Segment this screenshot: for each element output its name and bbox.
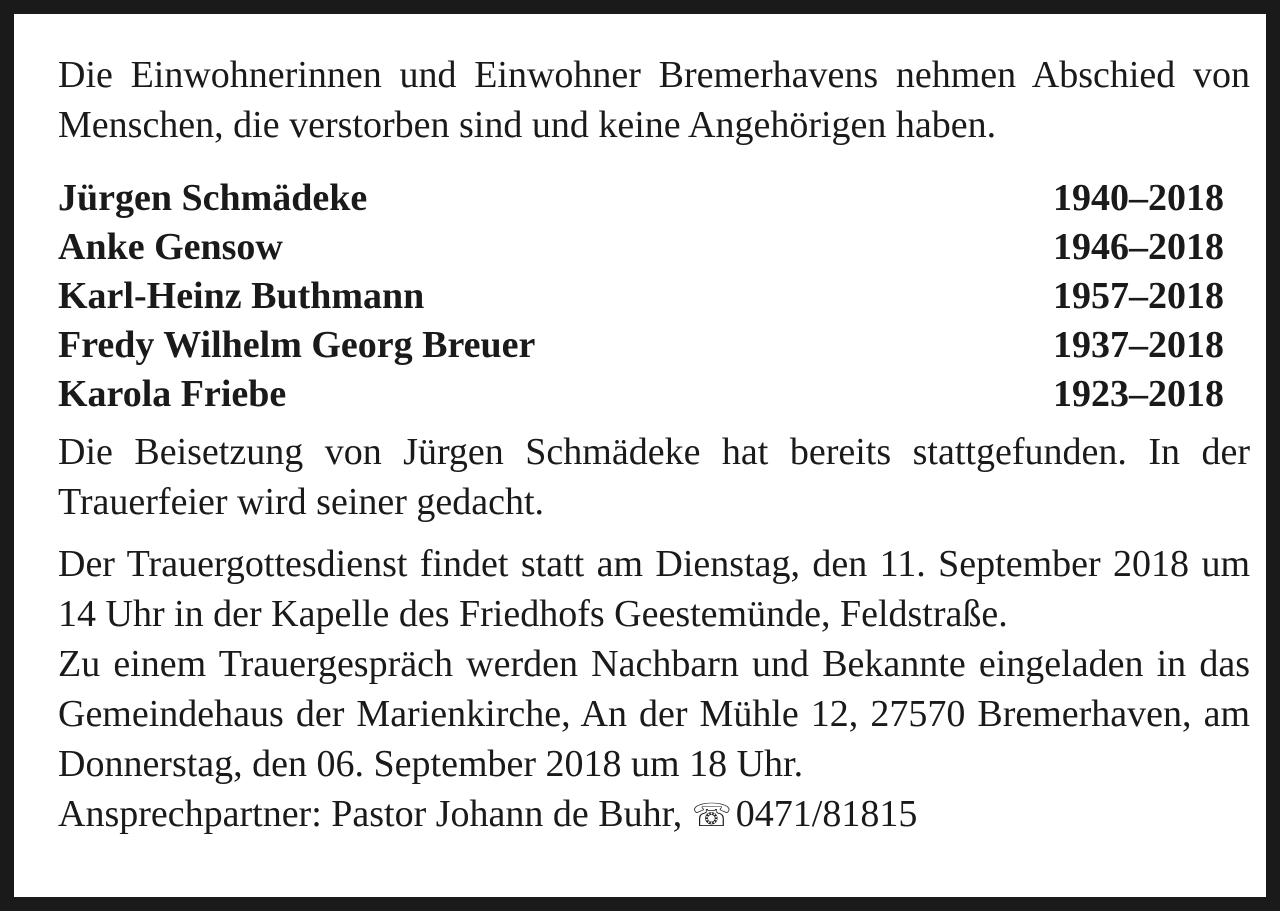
- notice-content: [58, 50, 1250, 839]
- deceased-row: [58, 370, 1224, 419]
- contact-prefix: Ansprechpartner: Pastor Johann de Buhr,: [58, 793, 683, 835]
- deceased-years: 1946–2018: [1053, 226, 1224, 268]
- deceased-years: 1923–2018: [1053, 373, 1224, 415]
- deceased-name: Anke Gensow: [58, 226, 283, 268]
- burial-note: Die Beisetzung von Jürgen Schmädeke hat bereits stattgefunden. In der Trauerfeier wird seiner gedacht.: [58, 431, 1250, 523]
- deceased-row: [58, 223, 1224, 272]
- deceased-row: [58, 174, 1224, 223]
- deceased-name: Fredy Wilhelm Georg Breuer: [58, 324, 536, 366]
- deceased-name: Jürgen Schmädeke: [58, 177, 368, 219]
- deceased-years: 1940–2018: [1053, 177, 1224, 219]
- contact-line: [58, 789, 1250, 839]
- service-text: Der Trauergottesdienst findet statt am Dienstag, den 11. September 2018 um 14 Uhr in der Kapelle des Friedhofs Geestemünde, Feldstraße.: [58, 543, 1250, 635]
- telephone-icon: ☏: [691, 796, 732, 834]
- intro-text: Die Einwohnerinnen und Einwohner Bremerhavens nehmen Abschied von Menschen, die verstorben sind und keine Angehörigen haben.: [58, 54, 1250, 146]
- invitation-text: Zu einem Trauergespräch werden Nachbarn und Bekannte eingeladen in das Gemeindehaus der Marienkirche, An der Mühle 12, 27570 Bremerhaven, am Donnerstag, den 06. September 2018 um 18 Uhr.: [58, 643, 1250, 785]
- phone-number: 0471/81815: [735, 793, 918, 835]
- deceased-name: Karl-Heinz Buthmann: [58, 275, 425, 317]
- deceased-years: 1937–2018: [1053, 324, 1224, 366]
- deceased-row: [58, 321, 1224, 370]
- deceased-row: [58, 272, 1224, 321]
- deceased-years: 1957–2018: [1053, 275, 1224, 317]
- deceased-list: [58, 174, 1224, 419]
- deceased-name: Karola Friebe: [58, 373, 287, 415]
